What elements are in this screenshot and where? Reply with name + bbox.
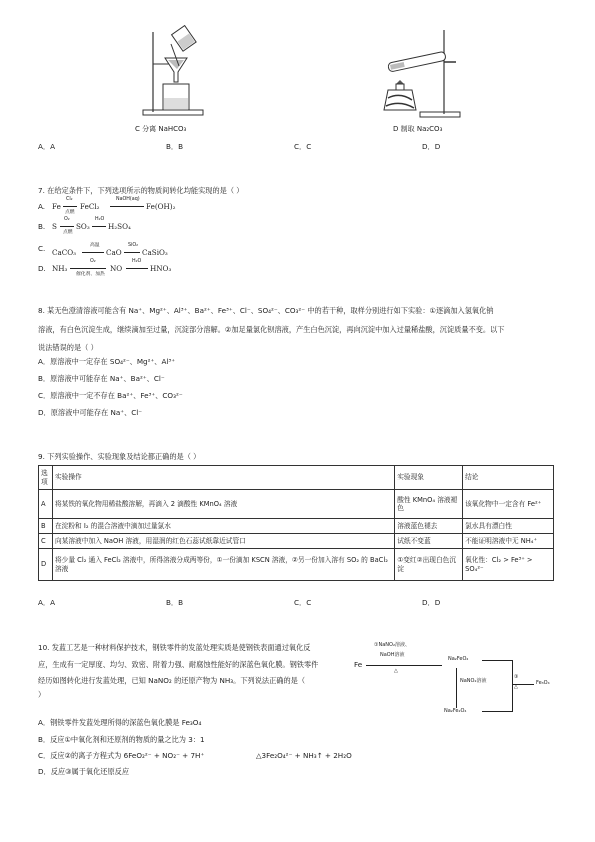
q9-table — [38, 465, 554, 581]
table-row — [39, 490, 554, 519]
q7-a-s3: Fe(OH)₂ — [146, 202, 176, 211]
q7-b-c1-bot: 点燃 — [63, 230, 73, 235]
q9-header-row — [39, 466, 554, 490]
q7-b-c2-top: H₂O — [95, 217, 105, 222]
q8-line3: 说法错误的是（ ） — [38, 343, 98, 352]
q9-header-operation: 实验操作 — [52, 466, 394, 490]
q8-option-a[interactable]: A．原溶液中一定存在 SO₄²⁻、Mg²⁺、Al³⁺ — [38, 357, 176, 366]
q10-bracket — [482, 660, 513, 712]
q7-d-arrow1 — [70, 268, 106, 269]
q9-row-b-ph: 溶液蓝色褪去 — [395, 519, 463, 534]
q10-line1: 10. 发蓝工艺是一种材料保护技术，钢铁零件的发蓝处理实质是使钢铁表面通过氧化反 — [38, 643, 311, 652]
q9-row-a-op: 将某铁的氧化物用稀盐酸溶解，再滴入 2 滴酸性 KMnO₄ 溶液 — [52, 490, 394, 519]
table-row — [39, 549, 554, 581]
q7-c-c2-top: SiO₂ — [128, 243, 139, 248]
apparatus-c-figure — [135, 22, 215, 122]
q10-delta3: △ — [514, 684, 518, 690]
q9-option-c[interactable]: C．C — [294, 598, 312, 607]
fig-d-caption: D 制取 Na₂CO₃ — [393, 125, 443, 133]
q10-option-d[interactable]: D．反应③属于氧化还原反应 — [38, 767, 130, 776]
q9-header-phenomenon: 实验现象 — [395, 466, 463, 490]
q10-fe: Fe — [354, 660, 363, 669]
q9-row-a-opt: A — [39, 490, 53, 519]
q10-arrow1 — [366, 665, 442, 666]
q10-arrow2 — [456, 668, 457, 708]
q7-b-s3: H₂SO₄ — [108, 222, 131, 231]
q9-option-d[interactable]: D．D — [422, 598, 441, 607]
q7-c-arrow2 — [124, 252, 140, 253]
q7-d-c1-bot: 催化剂、加热 — [76, 272, 105, 277]
q9-row-a-ph: 酸性 KMnO₄ 溶液褪色 — [395, 490, 463, 519]
q7-d-s3: HNO₃ — [150, 264, 172, 273]
q10-option-c-left[interactable]: C．反应②的离子方程式为 6FeO₂²⁻ + NO₂⁻ + 7H⁺ — [38, 751, 205, 760]
q10-option-b[interactable]: B．反应①中氧化剂和还原剂的物质的量之比为 3：1 — [38, 735, 205, 744]
q10-option-a[interactable]: A．钢铁零件发蓝处理所得的深蓝色氧化膜是 Fe₃O₄ — [38, 718, 202, 727]
table-row — [39, 534, 554, 549]
q7-b-arrow1 — [60, 226, 74, 227]
q6-option-d[interactable]: D．D — [422, 142, 441, 151]
q7-a-arrow1 — [63, 206, 77, 207]
q9-row-b-opt: B — [39, 519, 53, 534]
q9-row-c-opt: C — [39, 534, 53, 549]
q10-cond2: NaNO₂溶液 — [460, 678, 487, 684]
q9-option-b[interactable]: B．B — [166, 598, 184, 607]
q7-a-s2: FeCl₂ — [80, 202, 100, 211]
q8-option-b[interactable]: B．原溶液中可能存在 Na⁺、Ba²⁺、Cl⁻ — [38, 374, 165, 383]
q10-fe3o4: Fe₃O₄ — [536, 680, 550, 686]
q9-row-d-opt: D — [39, 549, 53, 581]
q10-delta1: △ — [394, 668, 398, 674]
q6-option-c[interactable]: C．C — [294, 142, 312, 151]
q9-row-c-ph: 试纸不变蓝 — [395, 534, 463, 549]
q7-a-c1-top: Cl₂ — [66, 197, 73, 202]
fig-c-caption: C 分离 NaHCO₃ — [135, 125, 187, 133]
q6-option-b[interactable]: B．B — [166, 142, 184, 151]
apparatus-d-figure — [378, 22, 468, 122]
q10-line2: 应，生成有一定厚度、均匀、致密、附着力强、耐腐蚀性能好的深蓝色氧化膜。钢铁零件 — [38, 660, 319, 669]
q7-stem: 7. 在给定条件下，下列选项所示的物质间转化均能实现的是（ ） — [38, 186, 244, 195]
q10-cond1-b: NaOH溶液 — [380, 652, 405, 658]
q8-line2: 溶液，有白色沉淀生成，继续滴加至过量，沉淀部分溶解。②加足量氯化钡溶液，产生白色沉淀，再向沉淀中加入过量稀盐酸，沉淀质量不变。以下 — [38, 325, 505, 334]
q9-row-d-ph: ①变红②出现白色沉淀 — [395, 549, 463, 581]
q8-line1: 8. 某无色澄清溶液可能含有 Na⁺、Mg²⁺、Al³⁺、Ba²⁺、Fe³⁺、Cl⁻、SO₄²⁻、CO₃²⁻ 中的若干种，取样分别进行如下实验：①逐滴加入氢氧化钠 — [38, 306, 494, 315]
q9-header-option: 选项 — [39, 466, 53, 490]
q8-option-d[interactable]: D．原溶液中可能存在 Na⁺、Cl⁻ — [38, 408, 143, 417]
q7-d-s2: NO — [110, 264, 123, 273]
q7-option-d-label[interactable]: D. — [38, 264, 46, 273]
q9-row-a-con: 该氧化物中一定含有 Fe²⁺ — [463, 490, 554, 519]
q10-cond1-a: ①NaNO₂溶液、 — [374, 642, 410, 648]
q7-d-c2-top: H₂O — [132, 259, 142, 264]
q7-d-arrow2 — [126, 268, 148, 269]
q9-options — [38, 598, 550, 607]
q6-option-a[interactable]: A．A — [38, 142, 56, 151]
q7-c-arrow1 — [82, 252, 104, 253]
q10-cond3: ③ — [514, 674, 519, 680]
q7-option-a-label[interactable]: A. — [38, 202, 46, 211]
q6-options — [38, 142, 550, 151]
q9-option-a[interactable]: A．A — [38, 598, 56, 607]
q7-b-s2: SO₃ — [76, 222, 90, 231]
q7-d-s1: NH₃ — [52, 264, 68, 273]
q7-b-c1-top: O₂ — [64, 217, 70, 222]
table-row — [39, 519, 554, 534]
q10-na2fe2o4: Na₂Fe₂O₄ — [444, 708, 467, 714]
q9-row-c-con: 不能证明溶液中无 NH₄⁺ — [463, 534, 554, 549]
q7-c-s2: CaO — [106, 248, 122, 257]
q10-line4: ） — [38, 690, 46, 699]
q7-c-c1-top: 高温 — [90, 243, 100, 248]
q10-arrow3 — [512, 684, 534, 685]
q10-na2feo2: Na₂FeO₂ — [448, 656, 469, 662]
q10-option-c-right: △3Fe₂O₄²⁻ + NH₃↑ + 2H₂O — [256, 751, 352, 760]
q9-row-c-op: 向某溶液中加入 NaOH 溶液，用湿润的红色石蕊试纸靠近试管口 — [52, 534, 394, 549]
q9-row-d-con: 氧化性：Cl₂ > Fe³⁺ > SO₄²⁻ — [463, 549, 554, 581]
q7-option-b-label[interactable]: B. — [38, 222, 46, 231]
q7-c-s3: CaSiO₃ — [142, 248, 168, 257]
q8-option-c[interactable]: C．原溶液中一定不存在 Ba²⁺、Fe³⁺、CO₃²⁻ — [38, 391, 183, 400]
q7-a-c1-bot: 点燃 — [65, 210, 75, 215]
q7-a-arrow2 — [110, 206, 144, 207]
q7-c-s1: CaCO₃ — [52, 248, 77, 257]
q7-b-arrow2 — [92, 226, 106, 227]
q9-row-b-con: 氯水具有漂白性 — [463, 519, 554, 534]
q9-row-d-op: 将少量 Cl₂ 通入 FeCl₂ 溶液中，所得溶液分成两等份，①一份滴加 KSCN 溶液，②另一份加入溶有 SO₂ 的 BaCl₂ 溶液 — [52, 549, 394, 581]
q10-diagram — [352, 640, 557, 714]
q9-header-conclusion: 结论 — [463, 466, 554, 490]
q7-d-c1-top: O₂ — [90, 259, 96, 264]
q7-option-c-label[interactable]: C. — [38, 244, 46, 253]
q7-options — [38, 198, 278, 276]
q7-a-s1: Fe — [52, 202, 61, 211]
q7-b-s1: S — [52, 222, 57, 231]
q7-a-c2-top: NaOH(aq) — [116, 197, 140, 202]
q9-row-b-op: 在淀粉和 I₂ 的混合溶液中滴加过量氯水 — [52, 519, 394, 534]
q10-line3: 经历如图转化进行发蓝处理，已知 NaNO₂ 的还原产物为 NH₃。下列说法正确的是（ — [38, 676, 306, 685]
q9-stem: 9. 下列实验操作、实验现象及结论都正确的是（ ） — [38, 452, 201, 461]
